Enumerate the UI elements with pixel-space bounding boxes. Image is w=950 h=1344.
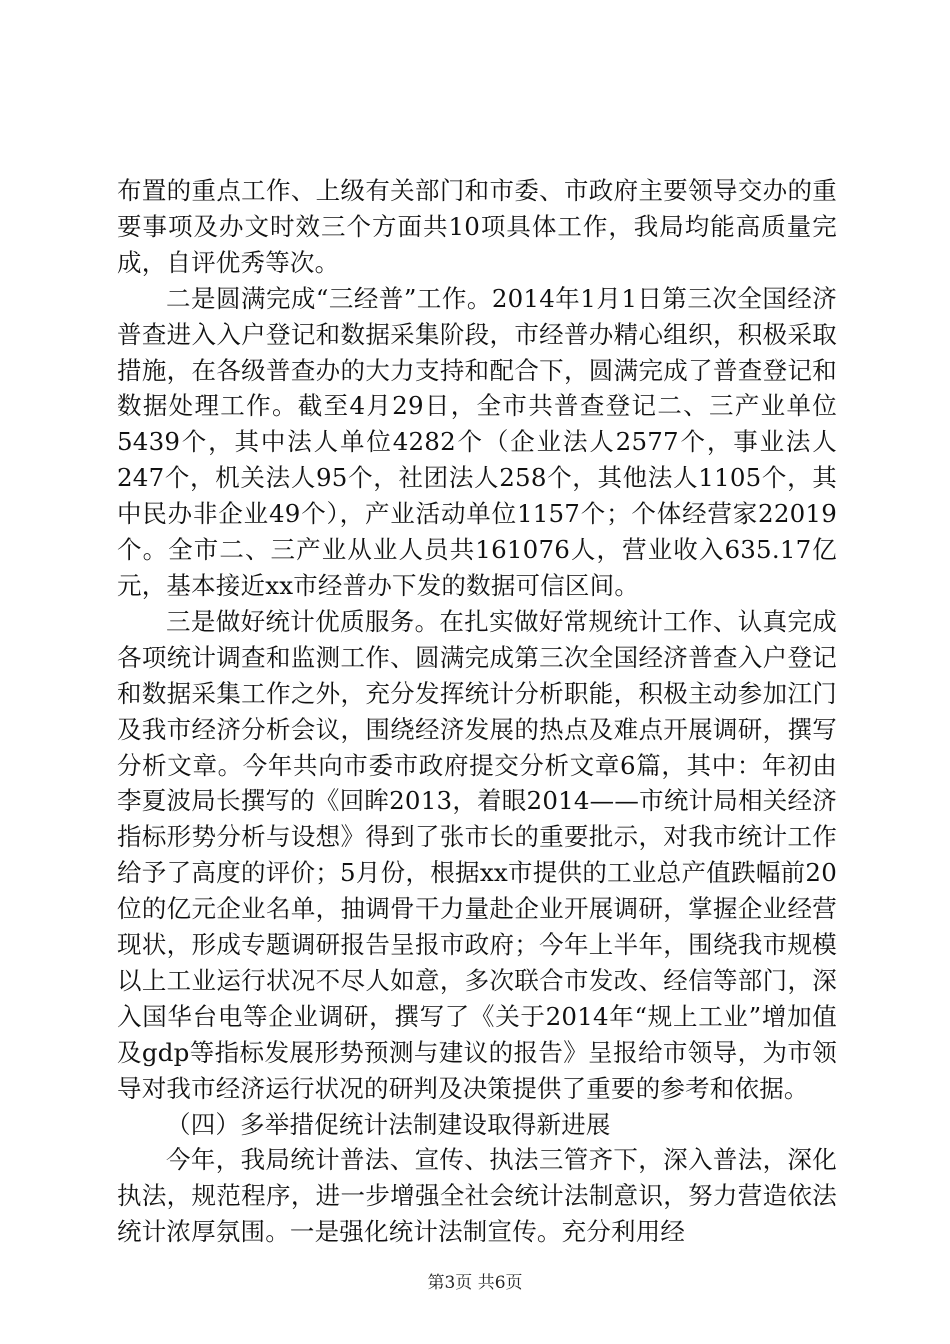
paragraph-statistics-service: 三是做好统计优质服务。在扎实做好常规统计工作、认真完成各项统计调查和监测工作、圆满完成第三次全国经济普查入户登记和数据采集工作之外，充分发挥统计分析职能，积极主动参加江门及我市经济分析会议，围绕经济发展的热点及难点开展调研，撰写分析文章。今年共向市委市政府提交分析文章6篇，其中：年初由李夏波局长撰写的《回眸2013，着眼2014——市统计局相关经济指标形势分析与设想》得到了张市长的重要批示，对我市统计工作给予了高度的评价；5月份，根据xx市提供的工业总产值跌幅前20位的亿元企业名单，抽调骨干力量赴企业开展调研，掌握企业经营现状，形成专题调研报告呈报市政府；今年上半年，围绕我市规模以上工业运行状况不尽人如意，多次联合市发改、经信等部门，深入国华台电等企业调研，撰写了《关于2014年“规上工业”增加值及gdp等指标发展形势预测与建议的报告》呈报给市领导，为市领导对我市经济运行状况的研判及决策提供了重要的参考和依据。	[117, 606, 837, 1103]
document-body	[117, 173, 837, 1250]
paragraph-legal-publicity: 今年，我局统计普法、宣传、执法三管齐下，深入普法，深化执法，规范程序，进一步增强全社会统计法制意识，努力营造依法统计浓厚氛围。一是强化统计法制宣传。充分利用经	[117, 1145, 837, 1247]
paragraph-three-census: 二是圆满完成“三经普”工作。2014年1月1日第三次全国经济普查进入入户登记和数据采集阶段，市经普办精心组织，积极采取措施，在各级普查办的大力支持和配合下，圆满完成了普查登记和数据处理工作。截至4月29日，全市共普查登记二、三产业单位5439个，其中法人单位4282个（企业法人2577个，事业法人247个，机关法人95个，社团法人258个，其他法人1105个，其中民办非企业49个），产业活动单位1157个；个体经营家22019个。全市二、三产业从业人员共161076人，营业收入635.17亿元，基本接近xx市经普办下发的数据可信区间。	[117, 283, 837, 600]
page-number-footer: 第3页 共6页	[427, 1273, 523, 1293]
paragraph-continuation: 布置的重点工作、上级有关部门和市委、市政府主要领导交办的重要事项及办文时效三个方面共10项具体工作，我局均能高质量完成，自评优秀等次。	[117, 176, 837, 277]
section-heading-legal-construction: （四）多举措促统计法制建设取得新进展	[166, 1109, 611, 1139]
